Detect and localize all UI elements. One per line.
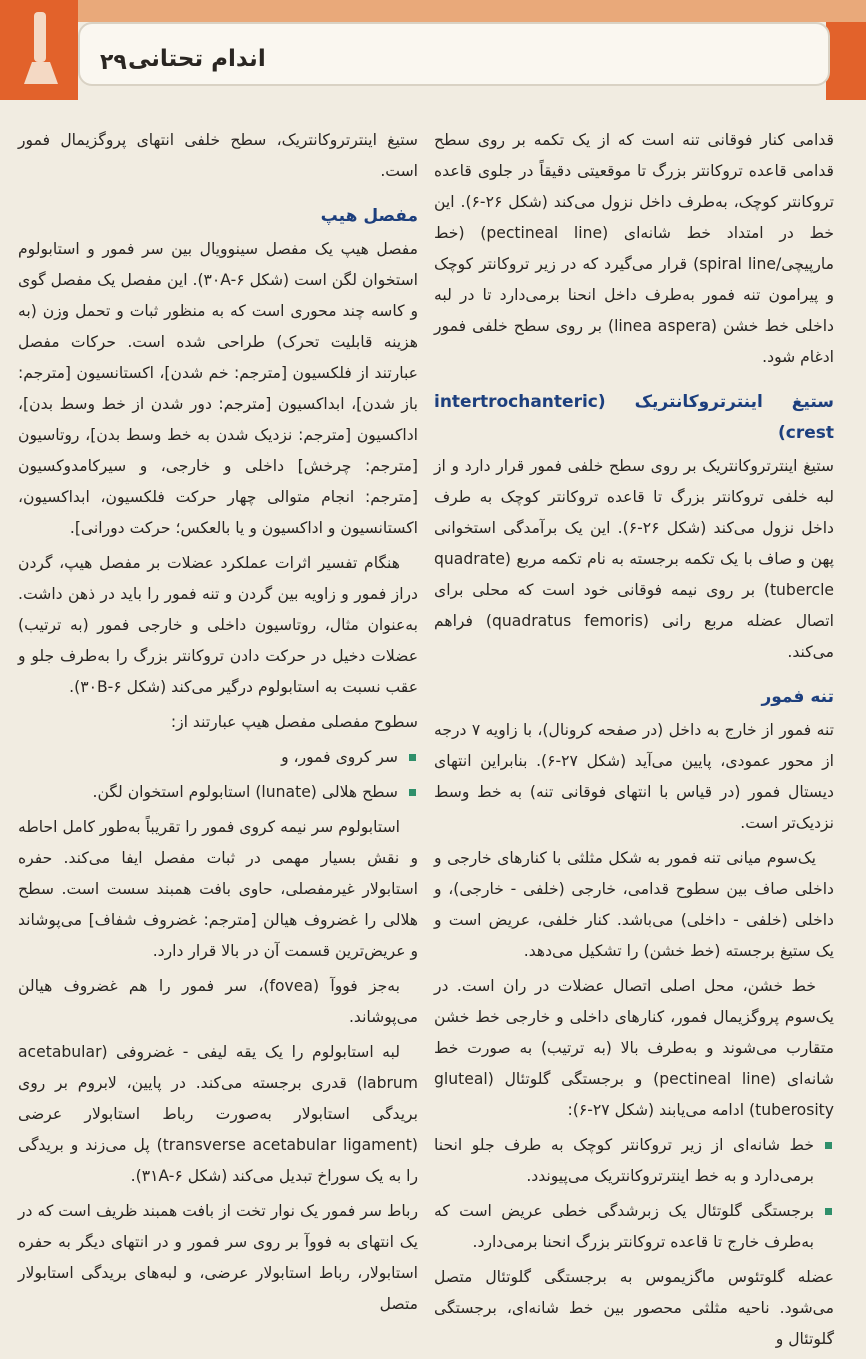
page-number: ۲۹ (100, 50, 127, 75)
paragraph: لبه استابولوم را یک یقه لیفی - غضروفی (acetabular labrum) قدری برجسته می‌کند. در پایین، لابروم بر روی بریدگی استابولار به‌صورت رباط استابولار عرضی (transverse acetabular ligament) پل می‌زند و بریدگی را به یک سوراخ تبدیل می‌کند (شکل ۳۱A-۶). (18, 1043, 419, 1185)
paragraph: رباط سر فمور یک نوار تخت از بافت همبند ظریف است که در یک انتهای به فووآ بر روی سر فمور و در انتهای دیگر به حفره استابولار، رباط استابولار عرضی، و لبه‌های بریدگی استابولار متصل (18, 1202, 418, 1313)
left-column (18, 125, 418, 1324)
corner-color-block (0, 0, 78, 100)
section-heading: تنه فمور (761, 687, 834, 707)
paragraph: ستیغ اینترتروکانتریک بر روی سطح خلفی فمور قرار دارد و از لبه خلفی تروکانتر بزرگ تا قاعده تروکانتر کوچک به طرف داخل نزول می‌کند (شکل ۲۶-۶). این یک برآمدگی استخوانی پهن و صاف با یک تکمه برجسته به نام تکمه مربع (quadrate tubercle) بر روی نیمه فوقانی خود است که محلی برای اتصال عضله مربع رانی (quadratus femoris) فراهم می‌کند. (434, 457, 835, 661)
edge-color-band (826, 22, 866, 100)
paragraph: قدامی کنار فوقانی تنه است که از یک تکمه بر روی سطح قدامی قاعده تروکانتر بزرگ تا موقعیتی دقیقاً در جلوی قاعده تروکانتر کوچک، به‌طرف داخل نزول می‌کند (شکل ۲۶-۶). این خط در امتداد خط شانه‌ای (pectineal line) (خط مارپیچی/spiral line) قرار می‌گیرد که در زیر تروکانتر کوچک و پیرامون تنه فمور به‌طرف داخل انحنا برمی‌دارد تا در لبه داخلی خط خشن (linea aspera) بر روی سطح خلفی فمور ادغام شود. (434, 131, 834, 366)
chapter-title: اندام تحتانی (128, 46, 266, 72)
bullet-item: خط شانه‌ای از زیر تروکانتر کوچک به طرف جلو انحنا برمی‌دارد و به خط اینترتروکانتریک می‌پیوندد. (434, 1130, 834, 1192)
foot-skeleton-icon (20, 10, 60, 90)
paragraph: تنه فمور از خارج به داخل (در صفحه کرونال)، با زاویه ۷ درجه از محور عمودی، پایین می‌آید (شکل ۲۷-۶). بنابراین انتهای دیستال فمور (در قیاس با انتهای فوقانی تنه) به خط وسط نزدیک‌تر است. (434, 721, 835, 832)
paragraph: عضله گلوتئوس ماگزیموس به برجستگی گلوتئال متصل می‌شود. ناحیه مثلثی محصور بین خط شانه‌ای، برجستگی گلوتئال و (434, 1268, 834, 1348)
paragraph: ستیغ اینترتروکانتریک، سطح خلفی انتهای پروگزیمال فمور است. (18, 131, 418, 180)
paragraph: مفصل هیپ یک مفصل سینوویال بین سر فمور و استابولوم استخوان لگن است (شکل ۳۰A-۶). این مفصل یک مفصل گوی و کاسه چند محوری است که به منظور ثبات و تحمل وزن (به هزینه قابلیت تحرک) طراحی شده است. حرکات مفصل عبارتند از فلکسیون [مترجم: خم شدن]، اکستانسیون [مترجم: باز شدن]، ابداکسیون [مترجم: دور شدن از خط وسط بدن]، اداکسیون [مترجم: نزدیک شدن به خط وسط بدن]، روتاسیون [مترجم: چرخش] داخلی و خارجی، و سیرکامدوکسیون [مترجم: انجام متوالی چهار حرکت فلکسیون، ابداکسیون، اکستانسیون و اداکسیون و یا بالعکس؛ حرکت دورانی]. (18, 240, 418, 537)
bullet-item: برجستگی گلوتئال یک زبرشدگی خطی عریض است که به‌طرف خارج تا قاعده تروکانتر بزرگ انحنا برمی‌دارد. (434, 1196, 834, 1258)
section-heading: مفصل هیپ (320, 206, 418, 226)
bullet-item: سطح هلالی (lunate) استابولوم استخوان لگن. (18, 777, 418, 808)
section-heading: ستیغ اینترتروکانتریک (intertrochanteric crest) (434, 392, 834, 443)
paragraph: سطوح مفصلی مفصل هیپ عبارتند از: (170, 713, 418, 731)
bullet-item: سر کروی فمور، و (18, 742, 418, 773)
right-column (434, 125, 834, 1359)
paragraph: استابولوم سر نیمه کروی فمور را تقریباً به‌طور کامل احاطه و نقش بسیار مهمی در ثبات مفصل ایفا می‌کند. حفره استابولار غیرمفصلی، حاوی بافت همبند سست است. سطح هلالی را غضروف هیالن [مترجم: غضروف شفاف] می‌پوشاند و عریض‌ترین قسمت آن در بالا قرار دارد. (18, 818, 418, 960)
paragraph: یک‌سوم میانی تنه فمور به شکل مثلثی با کنارهای خارجی و داخلی صاف بین سطوح قدامی، خارجی (خلفی - خارجی)، و داخلی (خلفی - داخلی) می‌باشد. کنار خلفی، عریض است و یک ستیغ برجسته (خط خشن) را تشکیل می‌دهد. (434, 849, 834, 960)
top-color-band (0, 0, 866, 22)
paragraph: هنگام تفسیر اثرات عملکرد عضلات بر مفصل هیپ، گردن دراز فمور و زاویه بین گردن و تنه فمور را باید در ذهن داشت. به‌عنوان مثال، روتاسیون داخلی و خارجی فمور (به ترتیب) عضلات دخیل در حرکت دادن تروکانتر بزرگ را به‌طرف جلو و عقب نسبت به استابولوم درگیر می‌کند (شکل ۳۰B-۶). (18, 554, 418, 696)
paragraph: خط خشن، محل اصلی اتصال عضلات در ران است. در یک‌سوم پروگزیمال فمور، کنارهای داخلی و خارجی خط خشن متقارب می‌شوند و به‌طرف بالا (به ترتیب) به صورت خط شانه‌ای (pectineal line) و برجستگی گلوتئال (gluteal tuberosity) ادامه می‌یابند (شکل ۲۷-۶): (434, 977, 834, 1119)
paragraph: به‌جز فووآ (fovea)، سر فمور را هم غضروف هیالن می‌پوشاند. (18, 977, 418, 1026)
